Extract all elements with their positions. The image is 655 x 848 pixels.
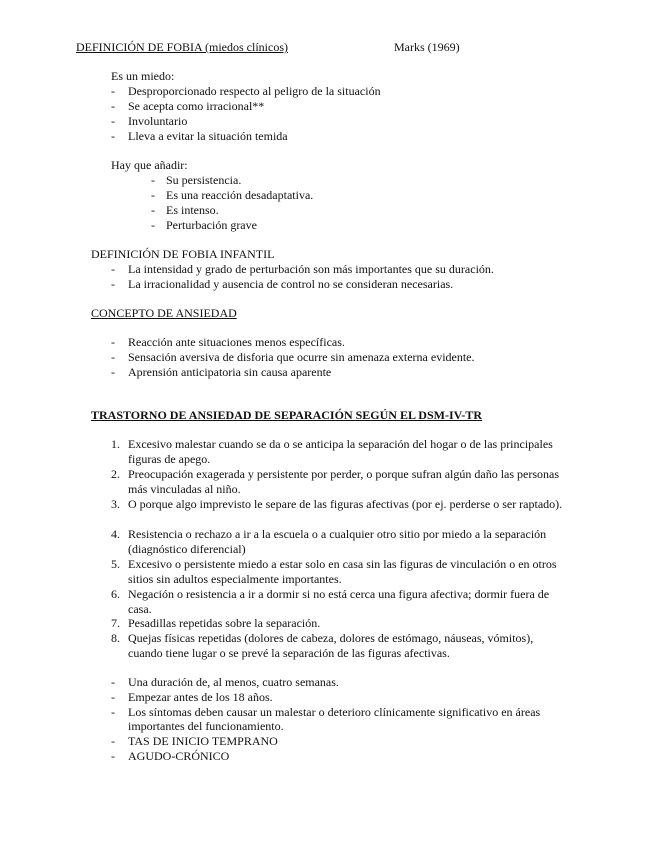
bullet-dash: - bbox=[111, 84, 115, 98]
numbered-item: Resistencia o rechazo a ir a la escuela o a cualquier otro sitio por miedo a la separación (diagnóstico diferencial) bbox=[128, 527, 547, 556]
item-number: 7. bbox=[111, 616, 120, 630]
bullet-dash: - bbox=[111, 99, 115, 113]
fobia-intro: Es un miedo: bbox=[111, 69, 175, 83]
list-item: Reacción ante situaciones menos específicas. bbox=[128, 335, 345, 349]
bullet-dash: - bbox=[111, 129, 115, 143]
bullet-dash: - bbox=[111, 350, 115, 364]
bullet-dash: - bbox=[111, 365, 115, 379]
list-item: Aprensión anticipatoria sin causa aparente bbox=[128, 365, 332, 379]
bullet-dash: - bbox=[151, 218, 155, 232]
item-number: 1. bbox=[111, 437, 120, 451]
list-item: Se acepta como irracional** bbox=[128, 99, 265, 113]
list-item: Es una reacción desadaptativa. bbox=[166, 188, 314, 202]
bullet-dash: - bbox=[111, 262, 115, 276]
list-item: Desproporcionado respecto al peligro de la situación bbox=[128, 84, 381, 98]
list-item: Es intenso. bbox=[166, 203, 219, 217]
bullet-dash: - bbox=[111, 277, 115, 291]
numbered-item: Pesadillas repetidas sobre la separación. bbox=[128, 616, 321, 630]
bullet-dash: - bbox=[111, 690, 115, 704]
reference: Marks (1969) bbox=[394, 40, 460, 54]
bullet-dash: - bbox=[111, 749, 115, 763]
numbered-item: Quejas físicas repetidas (dolores de cabeza, dolores de estómago, náuseas, vómitos), cuando tiene lugar o se prevé la separación de las figuras afectivas. bbox=[128, 631, 534, 660]
list-item: La irracionalidad y ausencia de control no se consideran necesarias. bbox=[128, 277, 454, 291]
item-number: 6. bbox=[111, 587, 120, 601]
list-item: AGUDO-CRÓNICO bbox=[128, 749, 230, 763]
item-number: 5. bbox=[111, 557, 120, 571]
document-title: DEFINICIÓN DE FOBIA (miedos clínicos) bbox=[76, 40, 288, 54]
section-title-trastorno: TRASTORNO DE ANSIEDAD DE SEPARACIÓN SEGÚN EL DSM-IV-TR bbox=[91, 408, 483, 422]
item-number: 3. bbox=[111, 497, 120, 511]
numbered-item: Preocupación exagerada y persistente por perder, o porque sufran algún daño las personas más vinculadas al niño. bbox=[128, 467, 560, 496]
bullet-dash: - bbox=[111, 114, 115, 128]
bullet-dash: - bbox=[111, 734, 115, 748]
list-item: Una duración de, al menos, cuatro semanas. bbox=[128, 675, 339, 689]
list-item: Perturbación grave bbox=[166, 218, 257, 232]
item-number: 8. bbox=[111, 631, 120, 645]
bullet-dash: - bbox=[111, 335, 115, 349]
bullet-dash: - bbox=[111, 675, 115, 689]
numbered-item: Negación o resistencia a ir a dormir si no está cerca una figura afectiva; dormir fuera de casa. bbox=[128, 587, 550, 616]
list-item: Su persistencia. bbox=[166, 173, 242, 187]
list-item: Lleva a evitar la situación temida bbox=[128, 129, 288, 143]
list-item: Involuntario bbox=[128, 114, 188, 128]
numbered-item: Excesivo malestar cuando se da o se anticipa la separación del hogar o de las principales figuras de apego. bbox=[128, 437, 553, 466]
bullet-dash: - bbox=[151, 188, 155, 202]
list-item: TAS DE INICIO TEMPRANO bbox=[128, 734, 278, 748]
bullet-dash: - bbox=[111, 705, 115, 719]
section-title-ansiedad: CONCEPTO DE ANSIEDAD bbox=[91, 306, 237, 320]
add-intro: Hay que añadir: bbox=[111, 158, 188, 172]
list-item: La intensidad y grado de perturbación son más importantes que su duración. bbox=[128, 262, 494, 276]
item-number: 4. bbox=[111, 527, 120, 541]
list-item: Empezar antes de los 18 años. bbox=[128, 690, 273, 704]
section-title-infantil: DEFINICIÓN DE FOBIA INFANTIL bbox=[91, 247, 275, 261]
numbered-item: O porque algo imprevisto le separe de las figuras afectivas (por ej. perderse o ser raptado). bbox=[128, 497, 563, 511]
bullet-dash: - bbox=[151, 203, 155, 217]
list-item: Sensación aversiva de disforia que ocurre sin amenaza externa evidente. bbox=[128, 350, 475, 364]
numbered-item: Excesivo o persistente miedo a estar solo en casa sin las figuras de vinculación o en otros sitios sin adultos especialmente importantes. bbox=[128, 557, 557, 586]
item-number: 2. bbox=[111, 467, 120, 481]
list-item: Los síntomas deben causar un malestar o deterioro clínicamente significativo en áreas importantes del funcionamiento. bbox=[128, 705, 541, 733]
bullet-dash: - bbox=[151, 173, 155, 187]
